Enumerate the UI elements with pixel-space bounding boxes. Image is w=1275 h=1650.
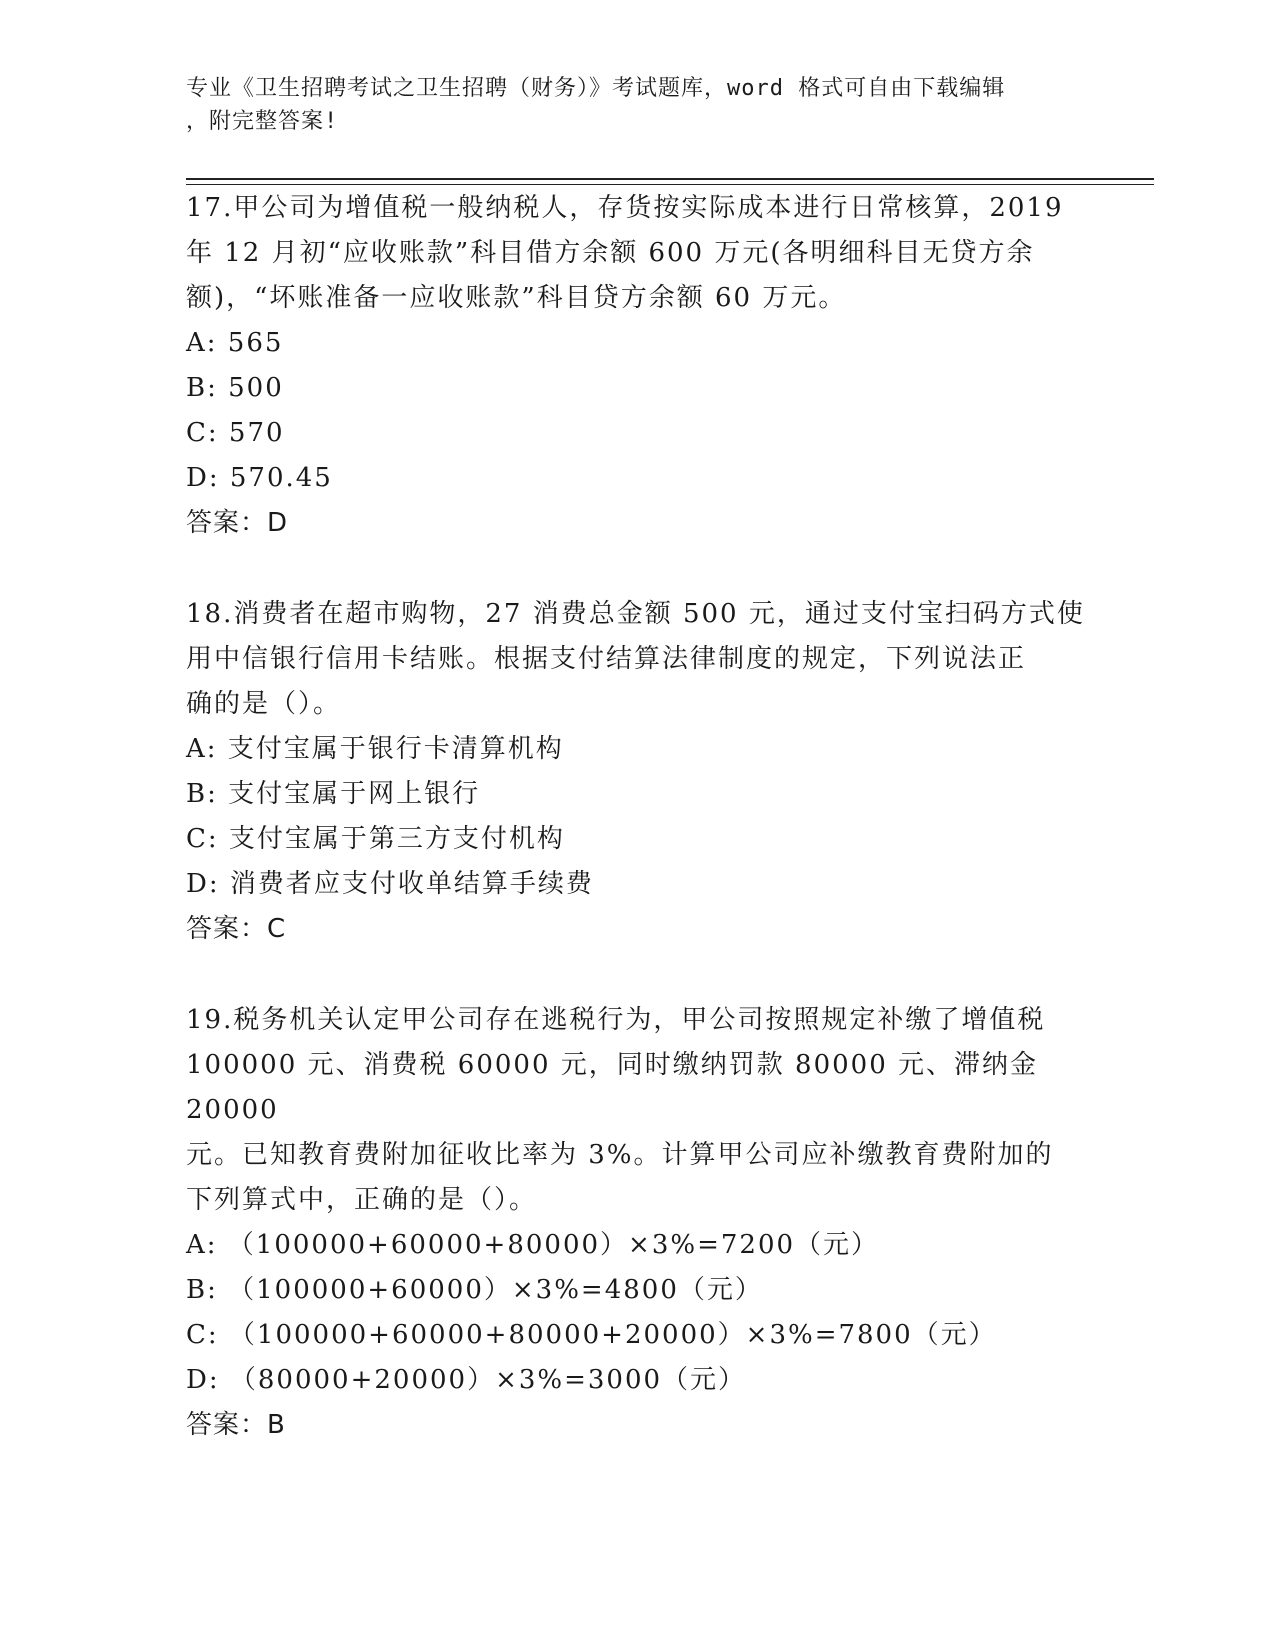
question-text bbox=[186, 998, 1086, 1223]
question-line: 19.税务机关认定甲公司存在逃税行为，甲公司按照规定补缴了增值税 bbox=[186, 1005, 1046, 1035]
option-a: A: 565 bbox=[186, 328, 284, 358]
answer-label: 答案：B bbox=[186, 1410, 286, 1440]
question-line: 年 12 月初“应收账款”科目借方余额 600 万元(各明细科目无贷方余 bbox=[186, 238, 1035, 268]
option-c: C: 570 bbox=[186, 418, 285, 448]
question-line: 元。已知教育费附加征收比率为 3%。计算甲公司应补缴教育费附加的 bbox=[186, 1140, 1054, 1170]
question-line: 确的是（）。 bbox=[186, 689, 342, 719]
question-18 bbox=[186, 592, 1086, 952]
header-line-2: ，附完整答案! bbox=[186, 109, 339, 134]
question-17 bbox=[186, 186, 1086, 546]
question-line: 18.消费者在超市购物，27 消费总金额 500 元，通过支付宝扫码方式使 bbox=[186, 599, 1085, 629]
option-c: C: （100000+60000+80000+20000）×3%=7800（元） bbox=[186, 1320, 997, 1350]
question-text bbox=[186, 592, 1086, 727]
option-a: A: （100000+60000+80000）×3%=7200（元） bbox=[186, 1230, 880, 1260]
question-line: 下列算式中，正确的是（）。 bbox=[186, 1185, 538, 1215]
header-divider-thick bbox=[186, 178, 1154, 180]
option-b: B: 支付宝属于网上银行 bbox=[186, 779, 481, 809]
question-line: 额)，“坏账准备一应收账款”科目贷方余额 60 万元。 bbox=[186, 283, 847, 313]
header-line-1: 专业《卫生招聘考试之卫生招聘（财务）》考试题库，word 格式可自由下载编辑 bbox=[186, 76, 1006, 101]
question-text bbox=[186, 186, 1086, 321]
option-d: D: 消费者应支付收单结算手续费 bbox=[186, 869, 594, 899]
option-b: B: 500 bbox=[186, 373, 284, 403]
answer-label: 答案：D bbox=[186, 508, 289, 538]
option-d: D: （80000+20000）×3%=3000（元） bbox=[186, 1365, 747, 1395]
question-line: 100000 元、消费税 60000 元，同时缴纳罚款 80000 元、滞纳金 20000 bbox=[186, 1050, 1038, 1125]
option-b: B: （100000+60000）×3%=4800（元） bbox=[186, 1275, 763, 1305]
header-divider-thin bbox=[186, 184, 1154, 185]
option-c: C: 支付宝属于第三方支付机构 bbox=[186, 824, 565, 854]
document-header bbox=[186, 72, 1066, 138]
answer-label: 答案：C bbox=[186, 914, 287, 944]
question-line: 用中信银行信用卡结账。根据支付结算法律制度的规定，下列说法正 bbox=[186, 644, 1027, 674]
question-19 bbox=[186, 998, 1086, 1448]
question-line: 17.甲公司为增值税一般纳税人，存货按实际成本进行日常核算，2019 bbox=[186, 193, 1064, 223]
option-d: D: 570.45 bbox=[186, 463, 333, 493]
option-a: A: 支付宝属于银行卡清算机构 bbox=[186, 734, 564, 764]
